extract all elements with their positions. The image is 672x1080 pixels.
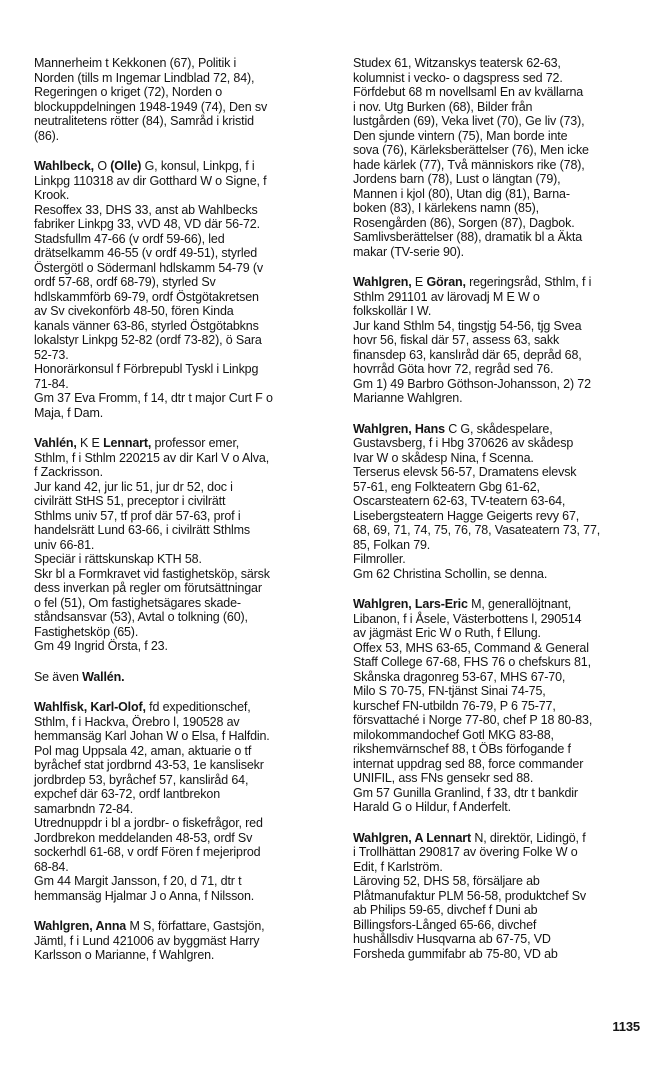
entry-name: Wahlgren, A Lennart [353,830,471,845]
entry-line [34,436,334,451]
entry-text: M S, författare, Gastsjön, [126,919,265,933]
entry-text: Offex 53, MHS 63-65, Command & General [353,640,589,655]
entry-line [353,771,653,786]
entry-line [34,523,334,538]
entry-line [34,787,334,802]
entry-text: f Zackrisson. [34,465,103,479]
entry-line [353,831,653,846]
entry-text: rikshemvärnschef 88, t ÖBs förfogande f [353,742,571,756]
entry-text: Libanon, f i Åsele, Västerbottens l, 290514 [353,611,582,626]
entry-text: makar (TV-serie 90). [353,244,464,259]
entry-line [353,713,653,728]
entry-line [353,172,653,187]
entry-text: Maja, f Dam. [34,405,104,420]
entry-text: civilrätt StHS 51, preceptor i civilrätt [34,494,226,508]
entry-line [353,552,653,567]
page-number: 1135 [612,1019,640,1034]
entry-line [34,758,334,773]
entry-line [353,56,653,71]
entry-text: o fel (51), Om fastighetsägares skade- [34,595,241,610]
entry-line [353,436,653,451]
entry-line [353,391,653,406]
entry-line [353,612,653,627]
entry-line [34,889,334,904]
entry-line [353,187,653,202]
directory-entry [34,919,334,963]
entry-line [353,230,653,245]
directory-entry [353,831,653,962]
entry-line [353,245,653,260]
entry-text: Edit, f Karlström. [353,859,443,874]
entry-line [34,174,334,189]
entry-line [34,639,334,654]
entry-text: Rosengården (86), Sorgen (87), Dagbok. [353,215,575,230]
entry-text: ab Philips 59-65, divchef f Duni ab [353,903,538,917]
entry-line [34,581,334,596]
entry-text: försvattaché i Norge 77-80, chef P 18 80-83, [353,713,593,727]
entry-text: hdlskammförb 69-79, ordf Östgötakretsen [34,289,259,304]
entry-text: Sthlms univ 57, tf prof där 57-63, prof i [34,508,241,523]
entry-text: Stadsfullm 47-66 (v ordf 59-66), led [34,231,225,246]
entry-line [353,874,653,889]
entry-line [353,918,653,933]
entry-line [34,948,334,963]
entry-name: (Olle) [110,159,142,173]
entry-text: hade kärlek (77), Två människors rike (78), [353,157,585,172]
directory-entry [34,159,334,420]
entry-line [34,451,334,466]
entry-line [34,567,334,582]
entry-text: Lisebergsteatern Hagge Geigerts revy 67, [353,508,580,523]
entry-text: samarbndn 72-84. [34,801,134,816]
entry-text: 57-61, eng Folkteatern Gbg 61-62, [353,479,540,494]
entry-text: N, direktör, Lidingö, f [471,830,586,845]
entry-text: Se även [34,669,83,684]
entry-text: Utrednuppdr i bl a jordbr- o fiskefrågor, red [34,816,263,830]
entry-text: ordf 57-68, ordf 68-79), styrled Sv [34,275,216,289]
entry-text: Karlsson o Marianne, f Wahlgren. [34,948,215,962]
entry-text: neutralitetens rötter (84), Samråd i kristid [34,114,254,128]
entry-text: kolumnist i vecko- o dagspress sed 72. [353,70,563,85]
entry-line [353,860,653,875]
entry-text: av jägmäst Eric W o Ruth, f Ellung. [353,626,541,640]
entry-line [353,143,653,158]
entry-line [353,158,653,173]
entry-text: 71-84. [34,376,69,391]
entry-line [34,232,334,247]
entry-line [34,465,334,480]
entry-line [353,742,653,757]
entry-line [34,406,334,421]
entry-line [353,480,653,495]
entry-line [34,290,334,305]
entry-line [34,744,334,759]
entry-text: jordbrdep 53, byråchef 57, kansliråd 64, [34,772,249,787]
entry-text: Sthlm, f i Hackva, Örebro l, 190528 av [34,714,240,729]
entry-text: Jordbrekon meddelanden 48-53, ordf Sv [34,830,253,845]
entry-line [353,290,653,305]
entry-line [353,129,653,144]
entry-text: Läroving 52, DHS 58, försäljare ab [353,874,540,888]
entry-line [34,377,334,392]
entry-line [34,773,334,788]
entry-line [353,377,653,392]
directory-entry [34,436,334,654]
entry-text: Resoffex 33, DHS 33, anst ab Wahlbecks [34,202,258,217]
entry-text: Gustavsberg, f i Hbg 370626 av skådesp [353,436,574,450]
entry-text: dess inverkan på regler om förutsättningar [34,581,262,595]
entry-line [34,729,334,744]
entry-line [34,100,334,115]
entry-text: av Sv civekonförb 48-50, fören Kinda [34,304,234,318]
entry-line [353,786,653,801]
entry-line [34,934,334,949]
entry-line [34,845,334,860]
entry-name: Wahlfisk, Karl-Olof, [34,700,146,714]
entry-line [353,932,653,947]
entry-line [34,348,334,363]
entry-text: Norden (tills m Ingemar Lindblad 72, 84), [34,70,255,85]
entry-text: finansdep 63, kanslıråd där 65, depråd 68, [353,347,582,362]
entry-text: milokommandochef Gotl MKG 83-88, [353,727,554,742]
entry-text: Studex 61, Witzanskys teatersk 62-63, [353,56,561,70]
entry-text: Skånska dragonreg 53-67, MHS 67-70, [353,669,566,684]
entry-text: C G, skådespelare, [444,421,553,436]
entry-line [34,217,334,232]
entry-text: byråchef stat jordbrnd 43-53, 1e kanslisekr [34,758,264,772]
entry-text: kurschef FN-utbildn 76-79, P 6 75-77, [353,698,556,713]
entry-text: Sthlm 291101 av lärovadj M E W o [353,289,540,304]
entry-text: Harald G o Hildur, f Anderfelt. [353,800,511,814]
entry-line [34,159,334,174]
entry-line [353,670,653,685]
entry-line [353,275,653,290]
entry-text: Milo S 70-75, FN-tjänst Sinai 74-75, [353,684,546,698]
entry-name: Wahlgren, Lars-Eric [353,597,468,611]
entry-text: blockuppdelningen 1948-1949 (74), Den sv [34,99,268,114]
entry-line [353,85,653,100]
entry-text: regeringsråd, Sthlm, f i [465,275,592,289]
entry-text: Pol mag Uppsala 42, aman, aktuarie o tf [34,743,252,758]
entry-text: ståndsansvar (53), Avtal o tolkning (60), [34,610,248,624]
entry-text: Mannerheim t Kekkonen (67), Politik i [34,56,237,70]
entry-line [34,319,334,334]
entry-text: boken (83), I kärlekens namn (85), [353,201,539,215]
entry-text: lustgården (69), Veka livet (70), Ge liv (73), [353,114,585,128]
entry-line [34,860,334,875]
entry-text: handelsrätt Lund 63-66, i civilrätt Sthlms [34,523,251,537]
directory-entry [34,670,334,685]
entry-text: drätselkamm 46-55 (v ordf 49-51), styrled [34,246,258,260]
entry-line [353,509,653,524]
entry-line [353,889,653,904]
entry-name: Wahlgren, Hans [353,421,445,436]
entry-text: E [411,275,427,289]
entry-line [353,684,653,699]
entry-text: Östergötl o Södermanl hdlskamm 54-79 (v [34,260,263,275]
entry-line [34,480,334,495]
entry-name: Vahlén, [34,436,77,450]
entry-text: Ivar W o skådesp Nina, f Scenna. [353,450,534,465]
entry-text: Samlivsberättelser (88), dramatik bl a Äkta [353,230,583,244]
entry-line [34,203,334,218]
entry-line [34,391,334,406]
entry-line [353,641,653,656]
entry-line [353,626,653,641]
entry-text: sova (76), Kärleksberättelser (76), Men icke [353,143,589,157]
entry-text: M, generallöjtnant, [467,597,572,611]
entry-text: i nov. Utg Burken (68), Bilder från [353,99,533,114]
entry-text: Oscarsteatern 62-63, TV-teatern 63-64, [353,494,566,508]
entry-line [34,874,334,889]
entry-line [34,509,334,524]
directory-entry [34,56,334,143]
entry-text: Gm 37 Eva Fromm, f 14, dtr t major Curt F o [34,391,273,405]
entry-text: Jur kand 42, jur lic 51, jur dr 52, doc i [34,479,233,494]
entry-name: Wahlgren, Anna [34,919,127,933]
entry-name: Göran, [426,275,466,289]
entry-text: hemmansäg Hjalmar J o Anna, f Nilsson. [34,888,255,903]
entry-line [353,422,653,437]
entry-text: internat uppdrag sed 88, force commander [353,756,584,771]
entry-line [353,348,653,363]
entry-line [34,114,334,129]
directory-entry [353,597,653,815]
entry-line [353,362,653,377]
right-column [353,56,653,977]
entry-text: O [94,159,111,173]
entry-text: Gm 62 Christina Schollin, se denna. [353,566,548,581]
entry-text: Den sjunde vintern (75), Man borde inte [353,128,568,143]
directory-entry [353,56,653,259]
entry-line [353,597,653,612]
entry-text: folkskollär I W. [353,304,432,318]
entry-line [353,216,653,231]
entry-text: Speciär i rättskunskap KTH 58. [34,552,202,566]
entry-line [353,71,653,86]
entry-line [34,816,334,831]
entry-text: kanals vänner 63-86, styrled Östgötabkns [34,318,259,333]
entry-text: 85, Folkan 79. [353,537,431,552]
entry-line [353,319,653,334]
entry-line [353,523,653,538]
left-column [34,56,334,979]
entry-text: Honorärkonsul f Förbrepubl Tyskl i Linkpg [34,362,259,376]
entry-line [34,715,334,730]
entry-text: Jordens barn (78), Lust o längtan (79), [353,172,561,186]
entry-line [353,567,653,582]
entry-line [34,71,334,86]
entry-text: Sthlm, f i Sthlm 220215 av dir Karl V o Alva, [34,450,270,465]
entry-line [34,188,334,203]
directory-entry [353,275,653,406]
entry-text: i Trollhättan 290817 av övering Folke W o [353,845,578,859]
entry-line [34,919,334,934]
entry-text: Gm 49 Ingrid Örsta, f 23. [34,639,168,653]
entry-text: UNIFIL, ass FNs gensekr sed 88. [353,771,534,785]
entry-text: 52-73. [34,347,69,362]
entry-line [34,625,334,640]
entry-name: Wahlbeck, [34,159,95,173]
entry-line [34,802,334,817]
entry-text: Linkpg 110318 av dir Gotthard W o Signe, f [34,173,267,188]
entry-line [34,261,334,276]
entry-line [353,201,653,216]
entry-text: Jur kand Sthlm 54, tingstjg 54-56, tjg Svea [353,318,582,333]
entry-text: hovr 56, fiskal där 57, assess 63, sakk [353,333,560,347]
entry-text: lokalstyr Linkpg 52-82 (ordf 73-82), ö Sara [34,333,262,347]
entry-text: 68, 69, 71, 74, 75, 76, 78, Vasateatern 73, 77, [353,523,601,537]
entry-line [353,333,653,348]
entry-text: Forsheda gummifabr ab 75-80, VD ab [353,946,558,961]
entry-line [34,670,334,685]
entry-text: Staff College 67-68, FHS 76 o chefskurs 81, [353,655,591,669]
entry-line [353,100,653,115]
entry-line [34,831,334,846]
entry-line [353,728,653,743]
entry-text: sockerhdl 61-68, v ordf Fören f mejeriprod [34,845,261,859]
entry-text: expchef där 63-72, ordf lantbrekon [34,787,220,801]
entry-line [34,333,334,348]
entry-line [34,362,334,377]
entry-line [353,451,653,466]
entry-line [34,85,334,100]
entry-text: Regeringen o kriget (72), Norden o [34,85,223,99]
entry-line [353,903,653,918]
entry-text: 68-84. [34,859,69,874]
entry-line [34,129,334,144]
entry-text: Marianne Wahlgren. [353,391,463,405]
entry-text: professor emer, [151,436,240,450]
entry-line [34,304,334,319]
entry-line [353,757,653,772]
entry-line [34,56,334,71]
entry-line [34,538,334,553]
entry-text: Plåtmanufaktur PLM 56-58, produktchef Sv [353,888,587,903]
entry-line [34,700,334,715]
entry-text: Jämtl, f i Lund 421006 av byggmäst Harry [34,933,260,948]
directory-entry [353,422,653,582]
entry-line [34,610,334,625]
entry-line [353,494,653,509]
entry-text: Gm 1) 49 Barbro Göthson-Johansson, 2) 72 [353,376,591,391]
entry-text: Fastighetsköp (65). [34,624,139,639]
directory-entry [34,700,334,903]
entry-text: Mannen i kjol (80), Utan dig (81), Barna- [353,186,570,201]
entry-text: Billingsfors-Långed 65-66, divchef [353,917,537,932]
entry-line [353,845,653,860]
entry-text: fabriker Linkpg 33, vVD 48, VD där 56-72. [34,217,260,231]
entry-text: hovrråd Göta hovr 72, regråd sed 76. [353,362,554,376]
entry-line [353,800,653,815]
entry-text: hemmansäg Karl Johan W o Elsa, f Halfdin. [34,729,270,743]
entry-line [353,538,653,553]
entry-line [353,947,653,962]
entry-text: G, konsul, Linkpg, f i [141,159,255,173]
entry-text: Gm 44 Margit Jansson, f 20, d 71, dtr t [34,874,242,888]
entry-text: fd expeditionschef, [145,700,251,714]
entry-line [353,304,653,319]
entry-line [353,655,653,670]
entry-text: Skr bl a Formkravet vid fastighetsköp, särsk [34,566,270,581]
entry-text: K E [76,436,104,450]
entry-line [353,465,653,480]
entry-text: (86). [34,128,59,143]
entry-text: Filmroller. [353,552,406,566]
entry-text: Gm 57 Gunilla Granlind, f 33, dtr t bankdir [353,785,578,800]
entry-line [34,246,334,261]
entry-name: Wahlgren, [353,275,412,289]
entry-line [353,699,653,714]
entry-text: Förfdebut 68 m novellsaml En av kvällarna [353,85,584,99]
entry-line [34,552,334,567]
entry-text: Krook. [34,188,70,202]
entry-text: Terserus elevsk 56-57, Dramatens elevsk [353,465,577,479]
entry-line [353,114,653,129]
entry-line [34,494,334,509]
entry-text: hushållsdiv Husqvarna ab 67-75, VD [353,932,551,946]
entry-name: Lennart, [103,436,152,450]
entry-line [34,596,334,611]
entry-line [34,275,334,290]
entry-text: univ 66-81. [34,537,95,552]
entry-name: Wallén. [82,669,125,684]
